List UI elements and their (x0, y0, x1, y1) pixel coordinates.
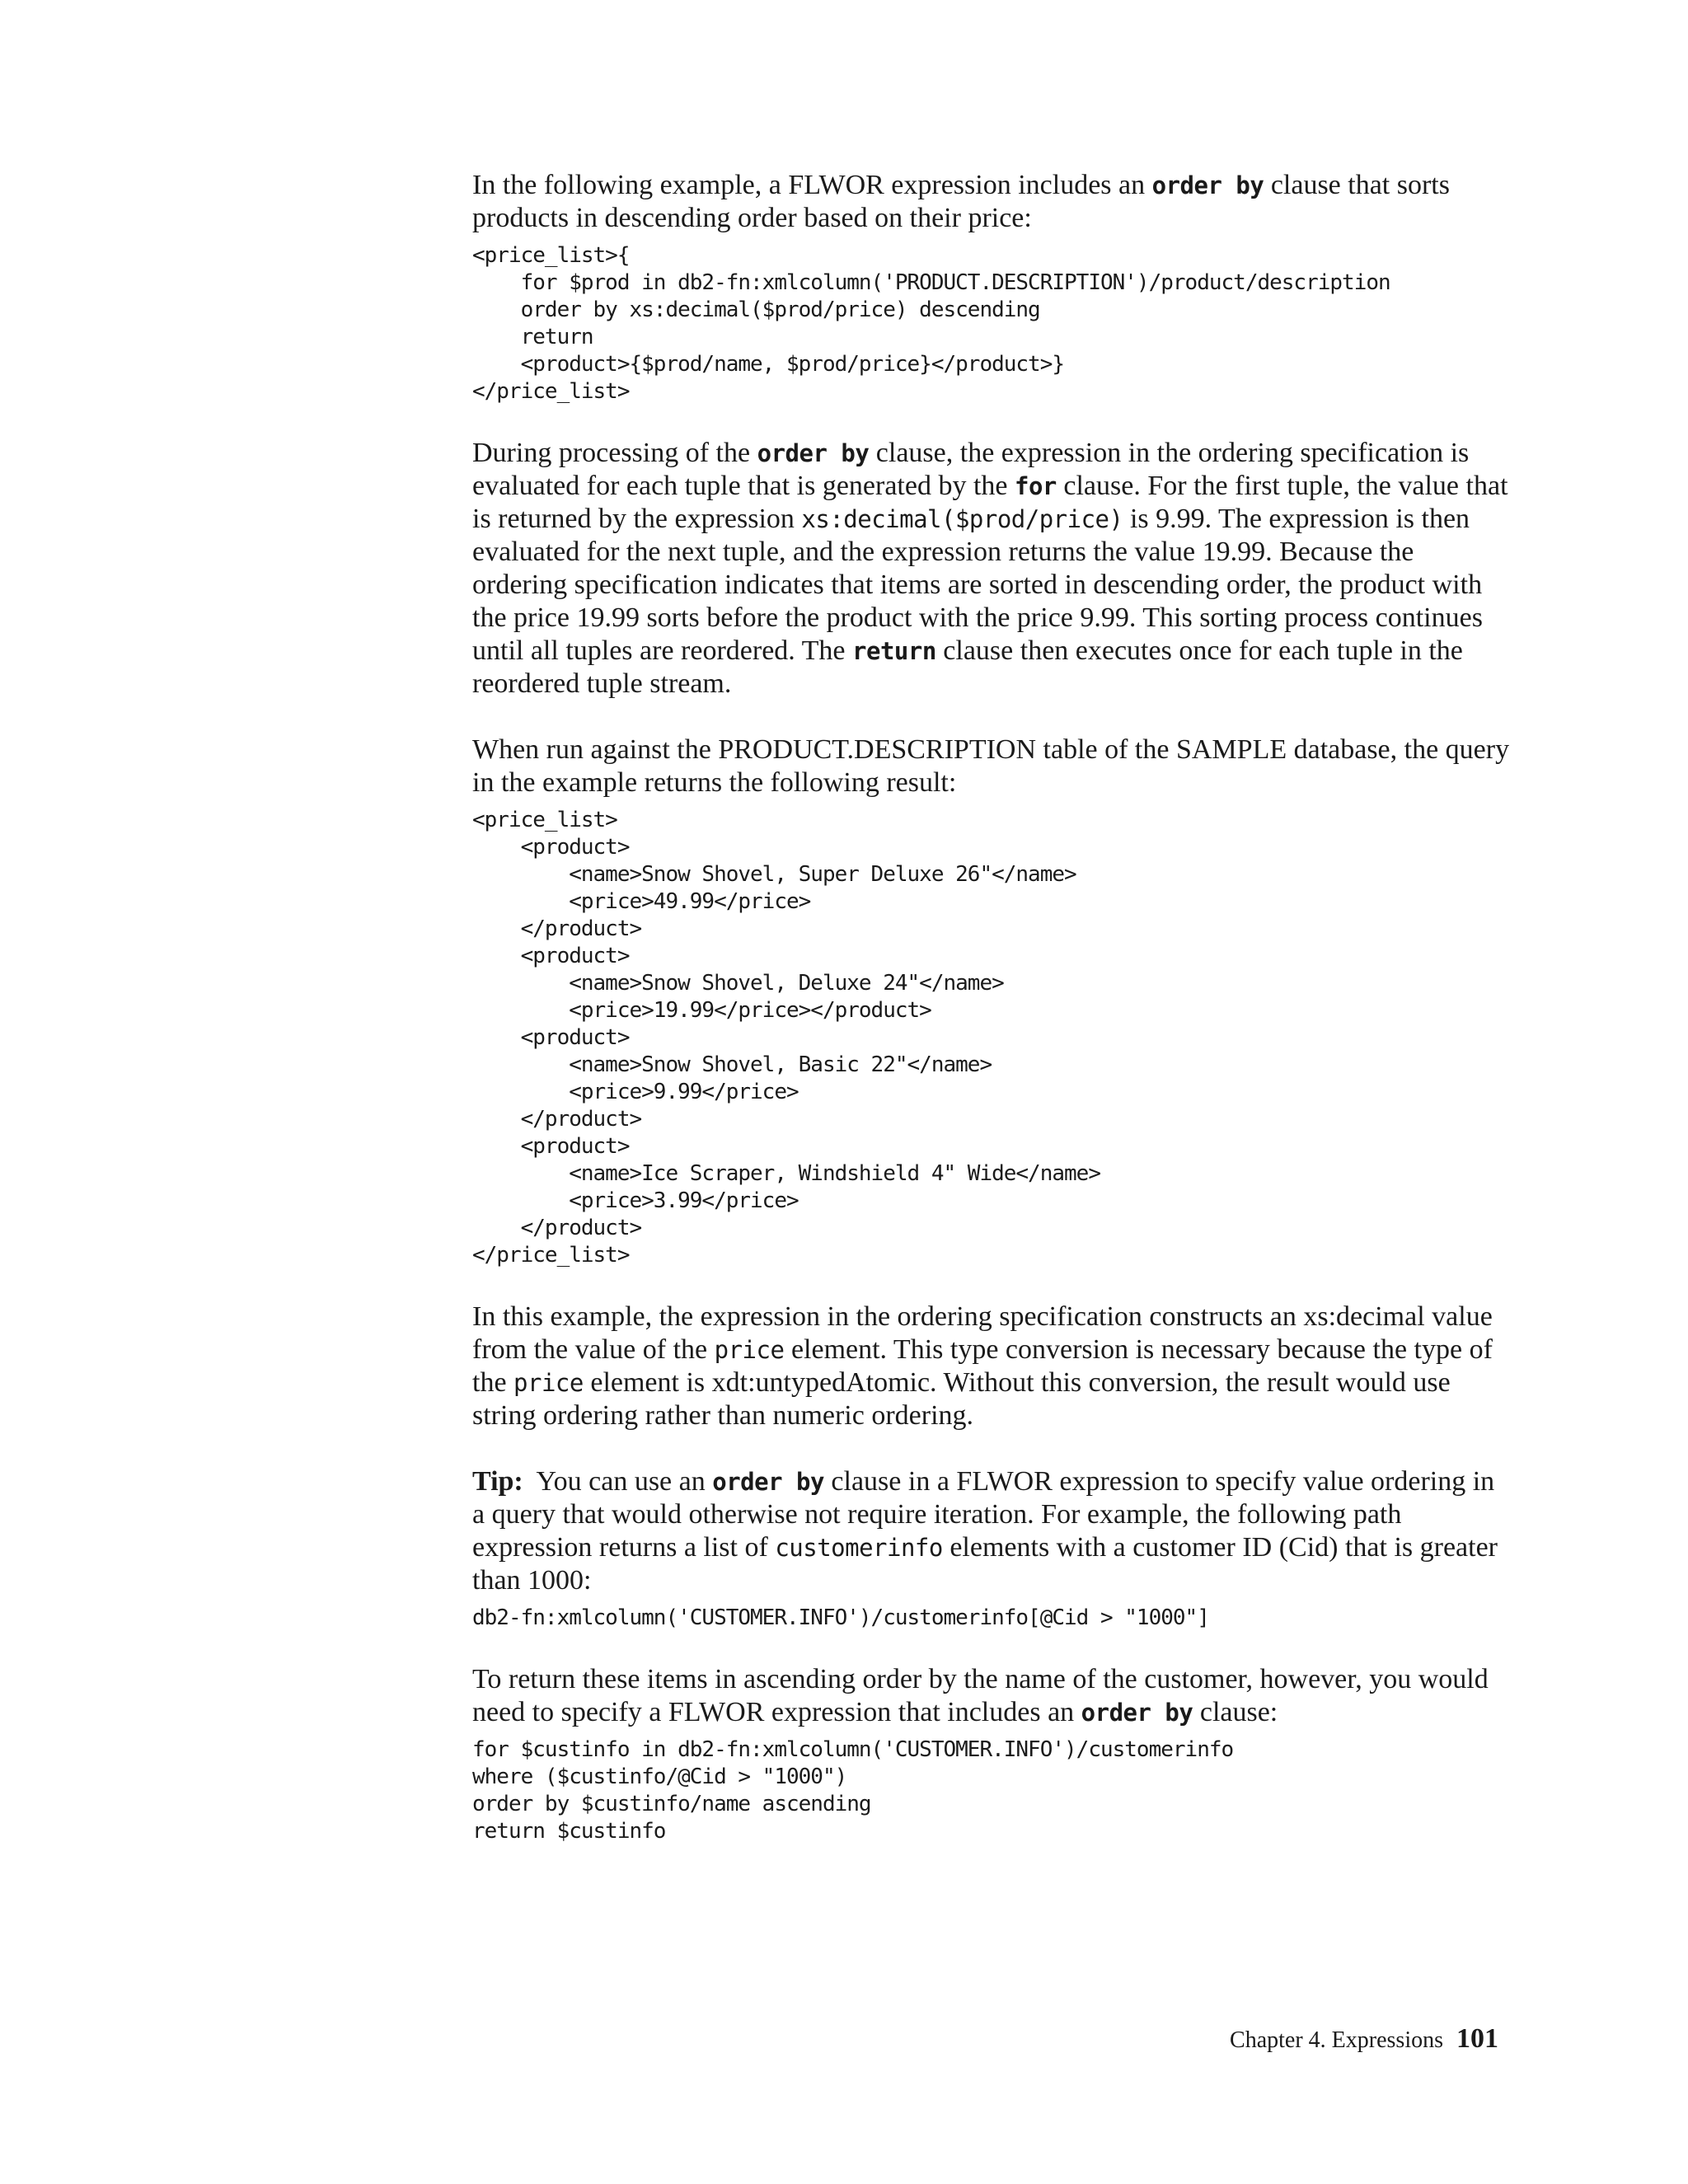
keyword-return: return (852, 637, 936, 665)
keyword-for: for (1015, 472, 1057, 500)
ascending-paragraph (472, 1663, 1511, 1729)
text-run: To return these items in ascending order by the name of the customer, however, you would need to specify a FLWOR expression that includes an (472, 1664, 1489, 1727)
text-run: clause, the expression in the ordering specification is evaluated for each tuple that is generated by the (472, 438, 1470, 501)
text-run: element is xdt:untypedAtomic. Without this conversion, the result would use string ordering rather than numeric ordering. (472, 1367, 1451, 1431)
page-number: 101 (1456, 2023, 1498, 2054)
code-example-result: <price_list> <product> <name>Snow Shovel, Super Deluxe 26"</name> <price>49.99</price> </product> <product> <name>Snow Shovel, Deluxe 24"</name> <price>19.99</price></product> <product> <name>Snow Shovel, Basic 22"</name> <price>9.99</price> </product> <product> <name>Ice Scraper, Windshield 4" Wide</name> <price>3.99</price> </product> </price_list> (472, 808, 1100, 1268)
text-run: is 9.99. The expression is then evaluated for the next tuple, and the expression returns the value 19.99. Because the ordering specification indicates that items are sorted in descending order, the product with the price 19.99 sorts before the product with the price 9.99. This sorting process continues until all tuples are reordered. The (472, 504, 1483, 666)
page-content (472, 169, 1511, 1845)
inline-code: price (513, 1369, 584, 1397)
page-footer (1154, 2023, 1498, 2055)
conversion-paragraph (472, 1301, 1511, 1432)
text-run: clause. For the first tuple, the value that is returned by the expression (472, 471, 1508, 534)
inline-code: xs:decimal($prod/price) (801, 505, 1123, 533)
text-run: In the following example, a FLWOR expression includes an (472, 170, 1152, 200)
keyword-order-by: order by (1081, 1699, 1193, 1727)
text-run: clause in a FLWOR expression to specify value ordering in a query that would otherwise not require iteration. For example, the following path expression returns a list of (472, 1466, 1495, 1563)
chapter-title: Chapter 4. Expressions (1230, 2027, 1443, 2053)
intro-paragraph (472, 169, 1511, 235)
text-run: element. This type conversion is necessary because the type of the (472, 1334, 1493, 1398)
code-example-flwor: for $custinfo in db2-fn:xmlcolumn('CUSTOMER.INFO')/customerinfo where ($custinfo/@Cid > "1000") order by $custinfo/name ascending return $custinfo (472, 1737, 1234, 1844)
code-example-query: <price_list>{ for $prod in db2-fn:xmlcolumn('PRODUCT.DESCRIPTION')/product/description order by xs:decimal($prod/price) descending return <product>{$prod/name, $prod/price}</product>} </price_list> (472, 243, 1390, 404)
text-run: clause: (1193, 1697, 1278, 1727)
inline-code: price (714, 1336, 785, 1364)
keyword-order-by: order by (757, 439, 870, 467)
text-run: clause that sorts products in descending order based on their price: (472, 170, 1450, 233)
inline-code: customerinfo (775, 1534, 943, 1562)
text-run: clause then executes once for each tuple in the reordered tuple stream. (472, 635, 1463, 699)
text-run: In this example, the expression in the ordering specification constructs an xs:decimal value from the value of the (472, 1301, 1493, 1365)
tip-paragraph (472, 1465, 1511, 1597)
result-intro-paragraph: When run against the PRODUCT.DESCRIPTION table of the SAMPLE database, the query in the example returns the following result: (472, 734, 1510, 798)
keyword-order-by: order by (712, 1468, 824, 1496)
text-run: During processing of the (472, 438, 757, 468)
tip-label: Tip: (472, 1466, 523, 1497)
processing-paragraph (472, 437, 1511, 701)
keyword-order-by: order by (1151, 171, 1264, 199)
text-run: You can use an (523, 1466, 713, 1497)
text-run: elements with a customer ID (Cid) that is greater than 1000: (472, 1532, 1498, 1596)
code-example-path: db2-fn:xmlcolumn('CUSTOMER.INFO')/customerinfo[@Cid > "1000"] (472, 1605, 1209, 1630)
